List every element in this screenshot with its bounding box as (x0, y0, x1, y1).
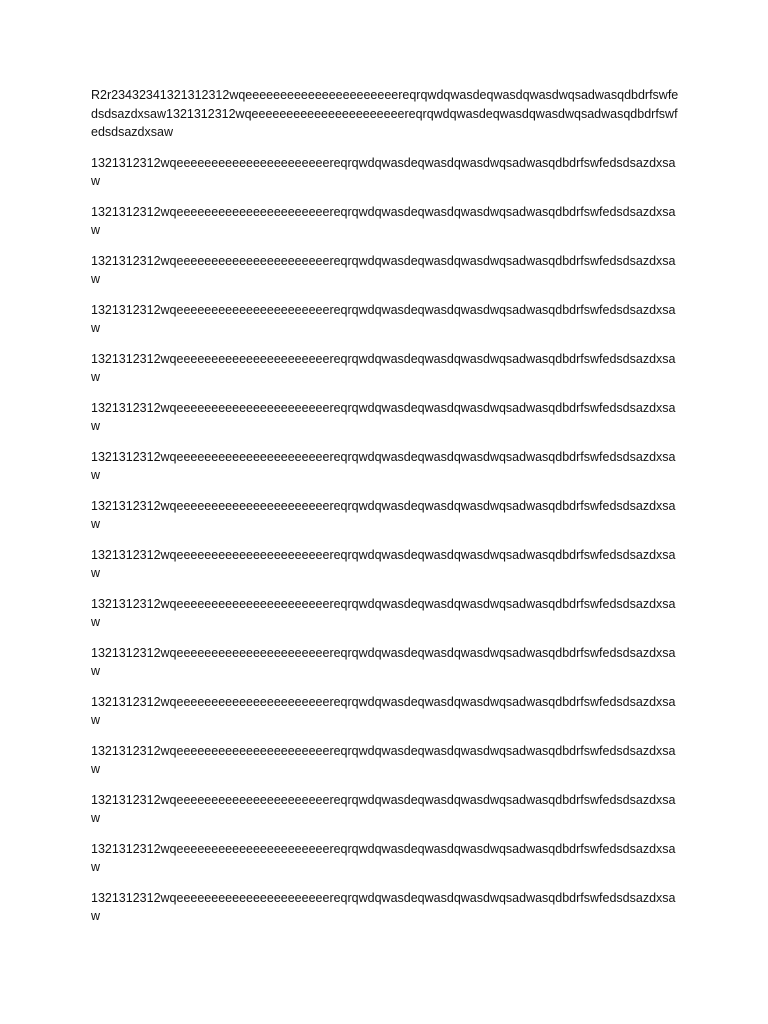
paragraph-15[interactable]: 1321312312wqeeeeeeeeeeeeeeeeeeeeeereqrqwdqwasdeqwasdqwasdwqsadwasqdbdrfswfedsdsazdxsaw (91, 792, 676, 825)
paragraph-10[interactable]: 1321312312wqeeeeeeeeeeeeeeeeeeeeeereqrqwdqwasdeqwasdqwasdwqsadwasqdbdrfswfedsdsazdxsaw (91, 547, 676, 580)
paragraph-9[interactable]: 1321312312wqeeeeeeeeeeeeeeeeeeeeeereqrqwdqwasdeqwasdqwasdwqsadwasqdbdrfswfedsdsazdxsaw (91, 498, 676, 531)
paragraph-11[interactable]: 1321312312wqeeeeeeeeeeeeeeeeeeeeeereqrqwdqwasdeqwasdqwasdwqsadwasqdbdrfswfedsdsazdxsaw (91, 596, 676, 629)
document-body[interactable] (91, 86, 681, 938)
paragraph-5[interactable]: 1321312312wqeeeeeeeeeeeeeeeeeeeeeereqrqwdqwasdeqwasdqwasdwqsadwasqdbdrfswfedsdsazdxsaw (91, 302, 676, 335)
paragraph-17[interactable]: 1321312312wqeeeeeeeeeeeeeeeeeeeeeereqrqwdqwasdeqwasdqwasdwqsadwasqdbdrfswfedsdsazdxsaw (91, 890, 676, 923)
paragraph-3[interactable]: 1321312312wqeeeeeeeeeeeeeeeeeeeeeereqrqwdqwasdeqwasdqwasdwqsadwasqdbdrfswfedsdsazdxsaw (91, 204, 676, 237)
paragraph-14[interactable]: 1321312312wqeeeeeeeeeeeeeeeeeeeeeereqrqwdqwasdeqwasdqwasdwqsadwasqdbdrfswfedsdsazdxsaw (91, 743, 676, 776)
paragraph-16[interactable]: 1321312312wqeeeeeeeeeeeeeeeeeeeeeereqrqwdqwasdeqwasdqwasdwqsadwasqdbdrfswfedsdsazdxsaw (91, 841, 676, 874)
paragraph-4[interactable]: 1321312312wqeeeeeeeeeeeeeeeeeeeeeereqrqwdqwasdeqwasdqwasdwqsadwasqdbdrfswfedsdsazdxsaw (91, 253, 676, 286)
paragraph-6[interactable]: 1321312312wqeeeeeeeeeeeeeeeeeeeeeereqrqwdqwasdeqwasdqwasdwqsadwasqdbdrfswfedsdsazdxsaw (91, 351, 676, 384)
paragraph-1[interactable]: R2r23432341321312312wqeeeeeeeeeeeeeeeeeeeeeereqrqwdqwasdeqwasdqwasdwqsadwasqdbdrfswfedsdsazdxsaw1321312312wqeeeeeeeeeeeeeeeeeeeeeereqrqwdqwasdeqwasdqwasdwqsadwasqdbdrfswfedsdsazdxsaw (91, 88, 679, 139)
paragraph-12[interactable]: 1321312312wqeeeeeeeeeeeeeeeeeeeeeereqrqwdqwasdeqwasdqwasdwqsadwasqdbdrfswfedsdsazdxsaw (91, 645, 676, 678)
paragraph-13[interactable]: 1321312312wqeeeeeeeeeeeeeeeeeeeeeereqrqwdqwasdeqwasdqwasdwqsadwasqdbdrfswfedsdsazdxsaw (91, 694, 676, 727)
paragraph-7[interactable]: 1321312312wqeeeeeeeeeeeeeeeeeeeeeereqrqwdqwasdeqwasdqwasdwqsadwasqdbdrfswfedsdsazdxsaw (91, 400, 676, 433)
paragraph-8[interactable]: 1321312312wqeeeeeeeeeeeeeeeeeeeeeereqrqwdqwasdeqwasdqwasdwqsadwasqdbdrfswfedsdsazdxsaw (91, 449, 676, 482)
paragraph-2[interactable]: 1321312312wqeeeeeeeeeeeeeeeeeeeeeereqrqwdqwasdeqwasdqwasdwqsadwasqdbdrfswfedsdsazdxsaw (91, 155, 676, 188)
